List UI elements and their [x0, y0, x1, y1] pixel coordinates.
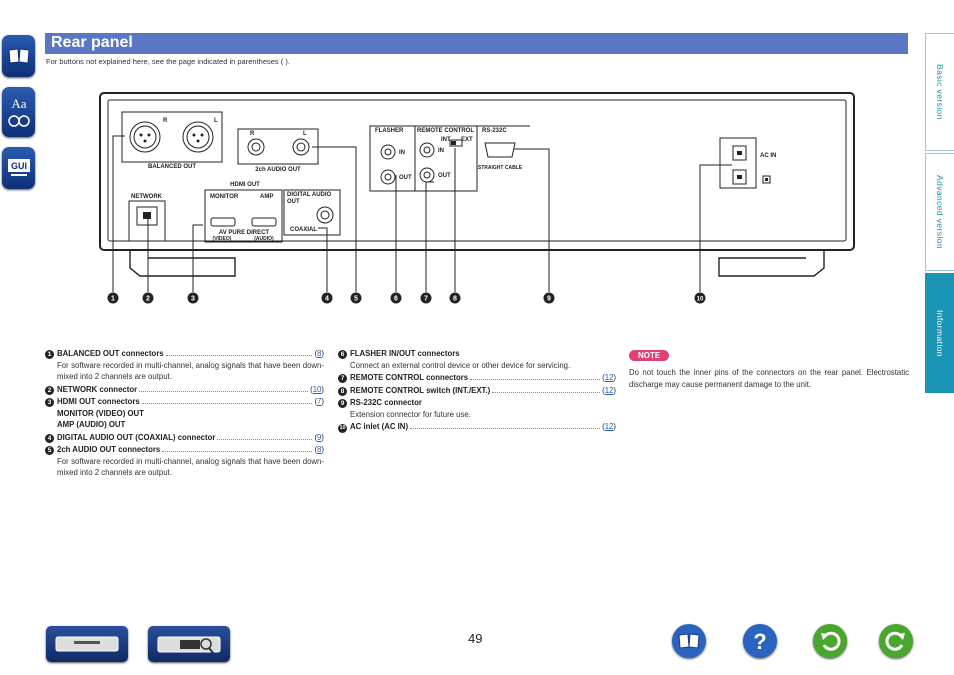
label-ac-in: AC IN	[760, 153, 777, 159]
item-label: NETWORK connector	[57, 384, 138, 394]
tab-information[interactable]: Information	[925, 273, 954, 393]
item-description: Extension connector for future use.	[350, 409, 471, 419]
item-number: 10	[339, 425, 346, 431]
label-remote-control: REMOTE CONTROL	[417, 128, 474, 134]
item-number: 2	[45, 386, 54, 395]
item-sub: AMP (AUDIO) OUT	[57, 420, 126, 429]
back-button[interactable]	[813, 624, 847, 658]
page-link[interactable]: (10)	[310, 384, 324, 394]
tab-advanced-version[interactable]: Advanced version	[925, 153, 954, 271]
label-network: NETWORK	[131, 194, 162, 200]
svg-text:5: 5	[354, 295, 358, 303]
list-item	[338, 372, 616, 384]
back-icon	[819, 630, 841, 652]
item-number: 4	[45, 434, 54, 443]
item-label: BALANCED OUT connectors	[57, 349, 164, 358]
callout-6	[391, 293, 402, 304]
label-monitor: MONITOR	[210, 194, 239, 200]
page-subtitle: For buttons not explained here, see the page indicated in parentheses ( ).	[46, 57, 290, 66]
label-int: INT	[441, 137, 451, 143]
svg-text:?: ?	[753, 629, 767, 653]
label-digital-audio: DIGITAL AUDIO	[287, 192, 332, 198]
label-r: R	[163, 118, 168, 124]
list-item	[45, 396, 324, 431]
forward-button[interactable]	[879, 624, 913, 658]
label-straight-cable: STRAIGHT CABLE	[477, 165, 523, 171]
item-label: HDMI OUT connectors	[57, 397, 140, 406]
item-sub: MONITOR (VIDEO) OUT	[57, 408, 144, 418]
page-link[interactable]: (9)	[314, 432, 324, 442]
label-amp: AMP	[260, 194, 274, 200]
item-label: REMOTE CONTROL switch (INT./EXT.)	[350, 385, 491, 395]
label-audio: (AUDIO)	[254, 236, 274, 242]
list-item	[338, 397, 616, 420]
label-digital-out: OUT	[287, 199, 300, 205]
display-device-icon	[156, 630, 222, 658]
label-flasher: FLASHER	[375, 128, 404, 134]
label-rc-in: IN	[438, 148, 444, 154]
help-icon	[750, 629, 770, 653]
label-hdmi-out: HDMI OUT	[230, 182, 260, 188]
label-2ch-r: R	[250, 131, 255, 137]
callout-4	[322, 293, 333, 304]
page-title: Rear panel	[51, 34, 133, 51]
note-text: Do not touch the inner pins of the connectors on the rear panel. Electrostatic discharge may cause permanent damage to the unit.	[629, 368, 909, 389]
description-column-left	[45, 348, 324, 480]
aa-label: Aa	[10, 96, 27, 111]
page-link[interactable]: (12)	[602, 385, 616, 395]
item-number: 6	[338, 350, 347, 359]
page-link[interactable]: (8)	[314, 445, 324, 454]
item-number: 8	[338, 387, 347, 396]
list-item	[45, 348, 324, 383]
label-coaxial: COAXIAL	[290, 227, 317, 233]
label-2ch-audio-out: 2ch AUDIO OUT	[255, 167, 301, 173]
forward-icon	[885, 630, 907, 652]
callout-5	[351, 293, 362, 304]
item-number: 9	[338, 399, 347, 408]
callout-8	[450, 293, 461, 304]
item-label: RS-232C connector	[350, 398, 422, 407]
book-icon	[677, 632, 701, 650]
display-button[interactable]	[148, 626, 230, 662]
label-flasher-in: IN	[399, 150, 405, 156]
item-number: 1	[45, 350, 54, 359]
svg-text:7: 7	[424, 295, 428, 303]
svg-text:9: 9	[547, 295, 551, 303]
svg-text:6: 6	[394, 295, 398, 303]
label-video: (VIDEO)	[212, 236, 232, 242]
svg-text:2: 2	[146, 295, 150, 303]
item-description: For software recorded in multi-channel, analog signals that have been down-mixed into 2 channels are output.	[57, 360, 324, 381]
help-button[interactable]	[743, 624, 777, 658]
label-av-pure-direct: AV PURE DIRECT	[218, 230, 270, 236]
item-label: DIGITAL AUDIO OUT (COAXIAL) connector	[57, 432, 216, 442]
page-link[interactable]: (8)	[314, 349, 324, 358]
label-rs232c: RS-232C	[482, 128, 507, 134]
svg-text:8: 8	[453, 295, 457, 303]
item-label: 2ch AUDIO OUT connectors	[57, 445, 161, 454]
callout-9	[544, 293, 555, 304]
label-l: L	[214, 118, 218, 124]
page-link[interactable]: (7)	[314, 397, 324, 406]
item-label: FLASHER IN/OUT connectors	[350, 349, 460, 358]
item-description: Connect an external control device or other device for servicing.	[350, 360, 571, 370]
page-link[interactable]: (12)	[602, 373, 616, 382]
list-item	[338, 348, 616, 371]
list-item	[338, 421, 616, 433]
tab-basic-version[interactable]: Basic version	[925, 33, 954, 151]
label-ext: EXT	[461, 137, 473, 143]
label-balanced-out: BALANCED OUT	[148, 164, 196, 170]
svg-text:1: 1	[111, 295, 115, 303]
label-flasher-out: OUT	[399, 175, 412, 181]
item-description: For software recorded in multi-channel, analog signals that have been down-mixed into 2 channels are output.	[57, 456, 324, 477]
svg-text:4: 4	[325, 295, 329, 303]
label-rc-out: OUT	[438, 173, 451, 179]
page-link[interactable]: (12)	[602, 422, 616, 431]
callout-7	[421, 293, 432, 304]
svg-text:10: 10	[696, 296, 704, 303]
list-item	[338, 385, 616, 397]
svg-text:3: 3	[191, 295, 195, 303]
list-item	[45, 384, 324, 396]
front-panel-device-icon	[54, 632, 120, 656]
description-column-right	[338, 348, 616, 434]
note-badge: NOTE	[629, 350, 669, 361]
callout-1	[108, 293, 119, 304]
page-number: 49	[468, 631, 483, 646]
callout-3	[188, 293, 199, 304]
list-item	[45, 444, 324, 479]
list-item	[45, 432, 324, 444]
label-2ch-l: L	[303, 131, 307, 137]
item-label: REMOTE CONTROL connectors	[350, 373, 469, 382]
front-panel-button[interactable]	[46, 626, 128, 662]
book-button[interactable]	[672, 624, 706, 658]
item-label: AC inlet (AC IN)	[350, 422, 409, 431]
item-number: 5	[45, 446, 54, 455]
gui-label: GUI	[10, 161, 27, 171]
callout-2	[143, 293, 154, 304]
item-number: 3	[45, 398, 54, 407]
item-number: 7	[338, 374, 347, 383]
callout-10	[695, 293, 706, 304]
